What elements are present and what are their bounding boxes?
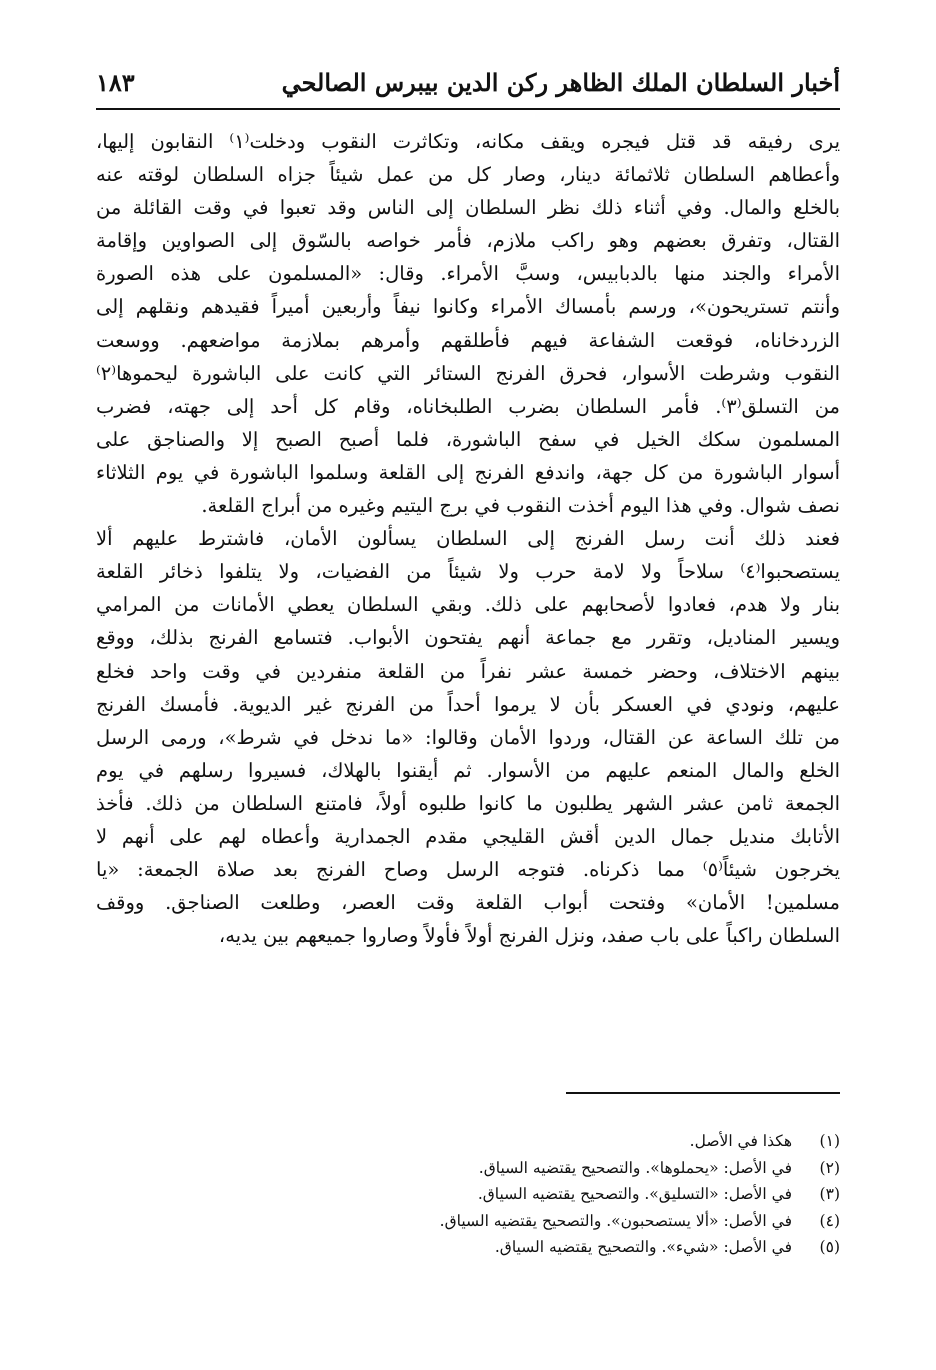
text-line: الخلع والمال المنعم عليهم من الأسوار. ثم أيقنوا بالهلاك، فسيروا رسلهم في يوم (96, 758, 840, 782)
text-line: عليهم، ونودي في العسكر بأن لا يرموا أحداً من الفرنج غير الديوية. فأمسك الفرنج (96, 692, 840, 716)
main-text (96, 125, 840, 952)
text-line: النقوب وشرطت الأسوار، فحرق الفرنج الستائر التي كانت على الباشورة ليحموها⁽٢⁾ (96, 361, 840, 385)
footnote-divider (566, 1092, 840, 1094)
text-line: يخرجون شيئاً⁽٥⁾ مما ذكرناه. فتوجه الرسل وصاح الفرنج بعد صلاة الجمعة: «يا (96, 858, 840, 882)
footnote-text: في الأصل: «شيء». والتصحيح يقتضيه السياق. (494, 1238, 792, 1256)
text-line: ويسير المناديل، وتقرر مع جماعة أنهم يفتحون الأبواب. فتسامع الفرنج بذلك، ووقع (96, 626, 840, 650)
footnote-item (96, 1208, 840, 1235)
footnote-number: (٣) (819, 1185, 840, 1203)
text-line: المسلمون سكك الخيل في سفح الباشورة، فلما أصبح الصبح إلا والصناجق على (96, 427, 840, 451)
page-number: ١٨٣ (96, 68, 135, 97)
text-line: من التسلق⁽٣⁾. فأمر السلطان بضرب الطلبخاناه، وقام كل أحد إلى جهته، فضرب (96, 394, 840, 418)
footnote-item (96, 1234, 840, 1261)
text-line: يرى رفيقه قد قتل فيجره ويقف مكانه، وتكاثرت النقوب ودخلت⁽١⁾ النقابون إليها، (96, 130, 840, 153)
footnote-number: (٤) (819, 1211, 840, 1230)
running-title: أخبار السلطان الملك الظاهر ركن الدين بيبرس الصالحي (281, 68, 840, 97)
footnote-item (96, 1128, 840, 1155)
footnote-text: في الأصل: «التسليق». والتصحيح يقتضيه السياق. (477, 1185, 792, 1203)
page-header (96, 64, 840, 110)
text-line: وأنتم تستريحون»، ورسم بأمساك الأمراء وكانوا نيفاً وأربعين أميراً فقيدهم ونقلهم إلى (96, 295, 840, 319)
text-line: الزردخاناه، فوقعت الشفاعة فيهم فأطلقهم وأمرهم بملازمة مواضعهم. ووسعت (96, 328, 840, 352)
text-line: يستصحبوا⁽٤⁾ سلاحاً ولا لامة حرب ولا شيئاً من الفضيات، ولا يتلفوا ذخائر القلعة (96, 560, 840, 584)
footnote-item (96, 1181, 840, 1208)
text-line: الأمراء والجند منها بالدبابيس، وسبَّ الأمراء. وقال: «المسلمون على هذه الصورة (96, 262, 840, 286)
text-line: بينهم الاختلاف، وحضر خمسة عشر نفراً من القلعة منفردين في وقت واحد فخلع (96, 659, 840, 683)
footnote-number: (٢) (819, 1158, 840, 1177)
text-line: بنار ولا هدم، فعادوا لأصحابهم على ذلك. وبقي السلطان يعطي الأمانات من المرامي (96, 593, 840, 617)
text-line: الأتابك منديل جمال الدين أقش القليجي مقدم الجمدارية وأعطاه لهم على أنهم لا (96, 824, 840, 848)
text-line: فعند ذلك أنت رسل الفرنج إلى السلطان يسألون الأمان، فاشترط عليهم ألا (96, 527, 840, 551)
text-line: مسلمين! الأمان» وفتحت أبواب القلعة وقت العصر، وطلعت الصناجق. ووقف (96, 891, 840, 915)
text-line: نصف شوال. وفي هذا اليوم أخذت النقوب في برج اليتيم وغيره من أبراج القلعة. (201, 494, 840, 518)
text-line: من تلك الساعة عن القتال، وردوا الأمان وقالوا: «ما ندخل في شرط»، ورمى الرسل (96, 725, 840, 749)
footnote-number: (٥) (819, 1238, 840, 1256)
footnotes (96, 1128, 840, 1261)
footnote-number: (١) (819, 1132, 840, 1150)
footnote-text: في الأصل: «ألا يستصحبون». والتصحيح يقتضيه السياق. (439, 1211, 792, 1230)
text-line: أسوار الباشورة من كل جهة، واندفع الفرنج إلى القلعة وسلموا الباشورة في يوم الثلاثاء (96, 460, 840, 484)
text-line: القتال، وتفرق بعضهم وهو راكب ملازم، فأمر خواصه بالسّوق إلى الصواوين وإقامة (96, 229, 840, 253)
text-line: وأعطاهم السلطان ثلاثمائة دينار، وصار كل من عمل شيئاً جزاه السلطان لوقته عنه (96, 163, 840, 187)
footnote-item (96, 1155, 840, 1182)
text-line: الجمعة ثامن عشر الشهر يطلبون ما كانوا طلبوه أولاً، فامتنع السلطان من ذلك. فأخذ (96, 791, 840, 815)
text-line: السلطان راكباً على باب صفد، ونزل الفرنج أولاً فأولاً وصاروا جميعهم بين يديه، (218, 924, 840, 948)
text-line: بالخلع والمال. وفي أثناء ذلك نظر السلطان إلى الناس وقد تعبوا في وقت القائلة من (96, 196, 840, 220)
footnote-text: هكذا في الأصل. (689, 1132, 792, 1150)
footnote-text: في الأصل: «يحملوها». والتصحيح يقتضيه السياق. (478, 1158, 792, 1177)
